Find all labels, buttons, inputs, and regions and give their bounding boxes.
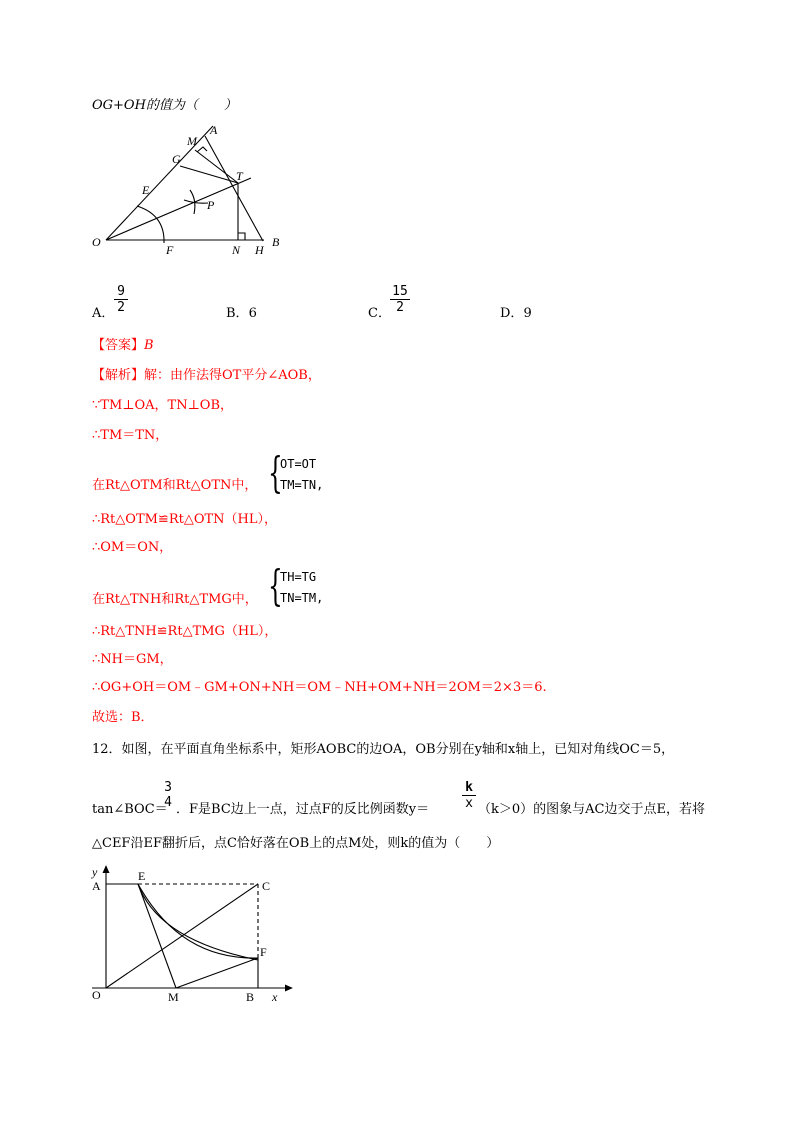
- q12-tan-numerator: 3: [164, 780, 172, 795]
- q12-label-F: F: [260, 945, 267, 959]
- q12-k-numerator: k: [465, 780, 473, 795]
- q11-label-M: M: [187, 134, 197, 148]
- q11-system2-eq1: TH=TG: [280, 570, 317, 584]
- q12-label-A: A: [92, 879, 101, 893]
- q12-stem-line-2a: tan∠BOC＝: [92, 802, 168, 817]
- q11-analysis-line-1: 【解析】解：由作法得OT平分∠AOB，: [92, 368, 321, 383]
- q11-label-G: G: [172, 152, 181, 166]
- q11-option-a-letter: A．: [92, 306, 115, 321]
- q11-analysis-line-2: ∵TM⊥OA，TN⊥OB，: [92, 398, 234, 413]
- q11-analysis-line-7: 在Rt△TNH和Rt△TMG中，: [92, 592, 258, 607]
- q11-analysis-line-4: 在Rt△OTM和Rt△OTN中，: [92, 478, 258, 493]
- q11-analysis-line-10: ∴OG+OH＝OM﹣GM+ON+NH＝OM﹣NH+OM+NH＝2OM＝2×3＝6.: [92, 680, 547, 695]
- q11-label-H: H: [255, 243, 264, 257]
- q11-option-b: B．6: [226, 306, 257, 321]
- q11-analysis-line-3: ∴TM＝TN，: [92, 428, 169, 443]
- q12-label-C: C: [262, 879, 271, 893]
- q12-stem-line-2c: （k＞0）的图象与AC边交于点E，若将: [478, 802, 705, 817]
- q12-label-E: E: [138, 869, 146, 883]
- q12-tan-denominator: 4: [164, 795, 172, 810]
- q11-stem-tail: OG+OH的值为（ ）: [92, 98, 237, 113]
- q11-option-d: D．9: [500, 306, 532, 321]
- q11-option-c-letter: C．: [368, 306, 391, 321]
- q12-k-denominator: x: [462, 795, 476, 811]
- q11-analysis-line-9: ∴NH＝GM，: [92, 652, 173, 667]
- q12-stem-line-1: 12．如图，在平面直角坐标系中，矩形AOBC的边OA，OB分别在y轴和x轴上，已知对角线OC＝5，: [92, 742, 675, 757]
- q12-label-B: B: [246, 990, 255, 1004]
- q11-analysis-line-5: ∴Rt△OTM≌Rt△OTN（HL），: [92, 512, 277, 527]
- q11-label-F: F: [166, 243, 174, 257]
- q11-option-a-numerator: 9: [117, 284, 125, 299]
- q11-label-B: B: [272, 235, 280, 249]
- q12-label-y: y: [92, 865, 98, 879]
- q11-analysis-line-8: ∴Rt△TNH≌Rt△TMG（HL），: [92, 624, 278, 639]
- q12-label-O: O: [92, 988, 101, 1002]
- q12-label-x: x: [272, 990, 278, 1004]
- q12-stem-line-3: △CEF沿EF翻折后，点C恰好落在OB上的点M处，则k的值为（ ）: [92, 836, 500, 851]
- q11-analysis-line-11: 故选：B．: [92, 710, 154, 725]
- q11-label-P: P: [207, 198, 215, 212]
- q11-equation-system-1: { OT=OT TM=TN,: [268, 448, 324, 497]
- q12-label-M: M: [168, 990, 179, 1004]
- q11-label-O: O: [92, 235, 101, 249]
- q11-equation-system-2: { TH=TG TN=TM,: [268, 561, 324, 610]
- q11-analysis-line-6: ∴OM＝ON，: [92, 540, 173, 555]
- q11-option-a-denominator: 2: [114, 299, 128, 315]
- q11-option-c-denominator: 2: [390, 299, 410, 315]
- q11-label-N: N: [232, 243, 241, 257]
- q11-option-c-numerator: 15: [392, 284, 408, 299]
- q11-label-T: T: [236, 169, 243, 183]
- q12-stem-line-2b: ．F是BC边上一点，过点F的反比例函数y＝: [176, 802, 430, 817]
- q11-label-E: E: [142, 183, 150, 197]
- q11-system2-eq2: TN=TM,: [280, 591, 324, 605]
- q11-answer: 【答案】B: [92, 338, 154, 353]
- q11-system1-eq2: TM=TN,: [280, 478, 324, 492]
- q11-system1-eq1: OT=OT: [280, 457, 317, 471]
- q11-label-A: A: [210, 123, 218, 137]
